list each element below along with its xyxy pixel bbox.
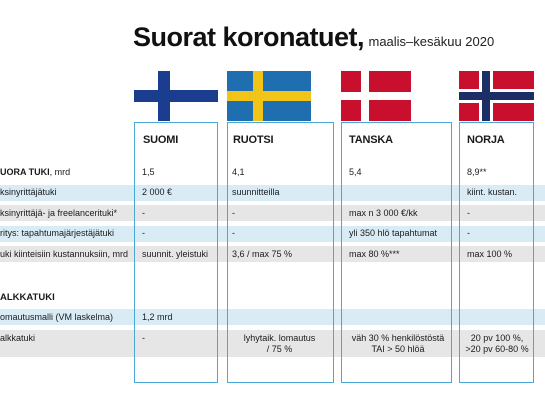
- table-cell: 4,1: [232, 167, 245, 177]
- column-header-tanska: TANSKA: [349, 134, 393, 146]
- table-cell: 1,5: [142, 167, 155, 177]
- table-cell: -: [232, 208, 235, 218]
- column-header-norja: NORJA: [467, 134, 505, 146]
- table-cell: suunnitteilla: [232, 187, 280, 197]
- table-cell: -: [142, 208, 145, 218]
- table-cell: yli 350 hlö tapahtumat: [349, 228, 438, 238]
- table-cell: 1,2 mrd: [142, 312, 173, 322]
- table-cell: lyhytaik. lomautus / 75 %: [243, 333, 316, 354]
- title-main: Suorat koronatuet,: [133, 22, 365, 52]
- norway-flag: [459, 71, 534, 121]
- title-subtitle: maalis–kesäkuu 2020: [368, 34, 495, 49]
- table-cell: 20 pv 100 %, >20 pv 60-80 %: [465, 333, 529, 354]
- row-label: uki kiinteisiin kustannuksiin, mrd: [0, 249, 129, 259]
- table-cell: max 80 %***: [349, 249, 400, 259]
- table-cell: -: [232, 228, 235, 238]
- table-cell: max 100 %: [467, 249, 513, 259]
- table-cell: 5,4: [349, 167, 362, 177]
- table-cell: 8,9**: [467, 167, 487, 177]
- page-title: [133, 22, 494, 53]
- section-heading: ALKKATUKI: [0, 292, 55, 303]
- table-cell: -: [467, 228, 470, 238]
- row-label-rest: , mrd: [49, 167, 71, 177]
- table-cell: -: [467, 208, 470, 218]
- column-header-ruotsi: RUOTSI: [233, 134, 274, 146]
- table-cell: 3,6 / max 75 %: [232, 249, 293, 259]
- table-cell: -: [142, 228, 145, 238]
- row-label: [0, 167, 70, 178]
- finland-flag: [134, 71, 218, 121]
- column-header-suomi: SUOMI: [143, 134, 179, 146]
- denmark-flag: [341, 71, 411, 121]
- row-label: omautusmalli (VM laskelma): [0, 312, 114, 322]
- row-label: alkkatuki: [0, 333, 36, 343]
- table-cell: väh 30 % henkilöstöstä TAI > 50 hlöä: [351, 333, 445, 354]
- table-cell: -: [142, 333, 145, 343]
- table-cell: suunnit. yleistuki: [142, 249, 209, 259]
- row-label-bold: UORA TUKI: [0, 167, 50, 177]
- table-cell: kiint. kustan.: [467, 187, 518, 197]
- row-label: ksinyrittäjä- ja freelanceritukі*: [0, 208, 118, 218]
- row-label: ksinyrittäjätuki: [0, 187, 57, 197]
- row-label: ritys: tapahtumajärjestäjätuki: [0, 228, 115, 238]
- table-cell: max n 3 000 €/kk: [349, 208, 418, 218]
- table-cell: 2 000 €: [142, 187, 173, 197]
- sweden-flag: [227, 71, 311, 121]
